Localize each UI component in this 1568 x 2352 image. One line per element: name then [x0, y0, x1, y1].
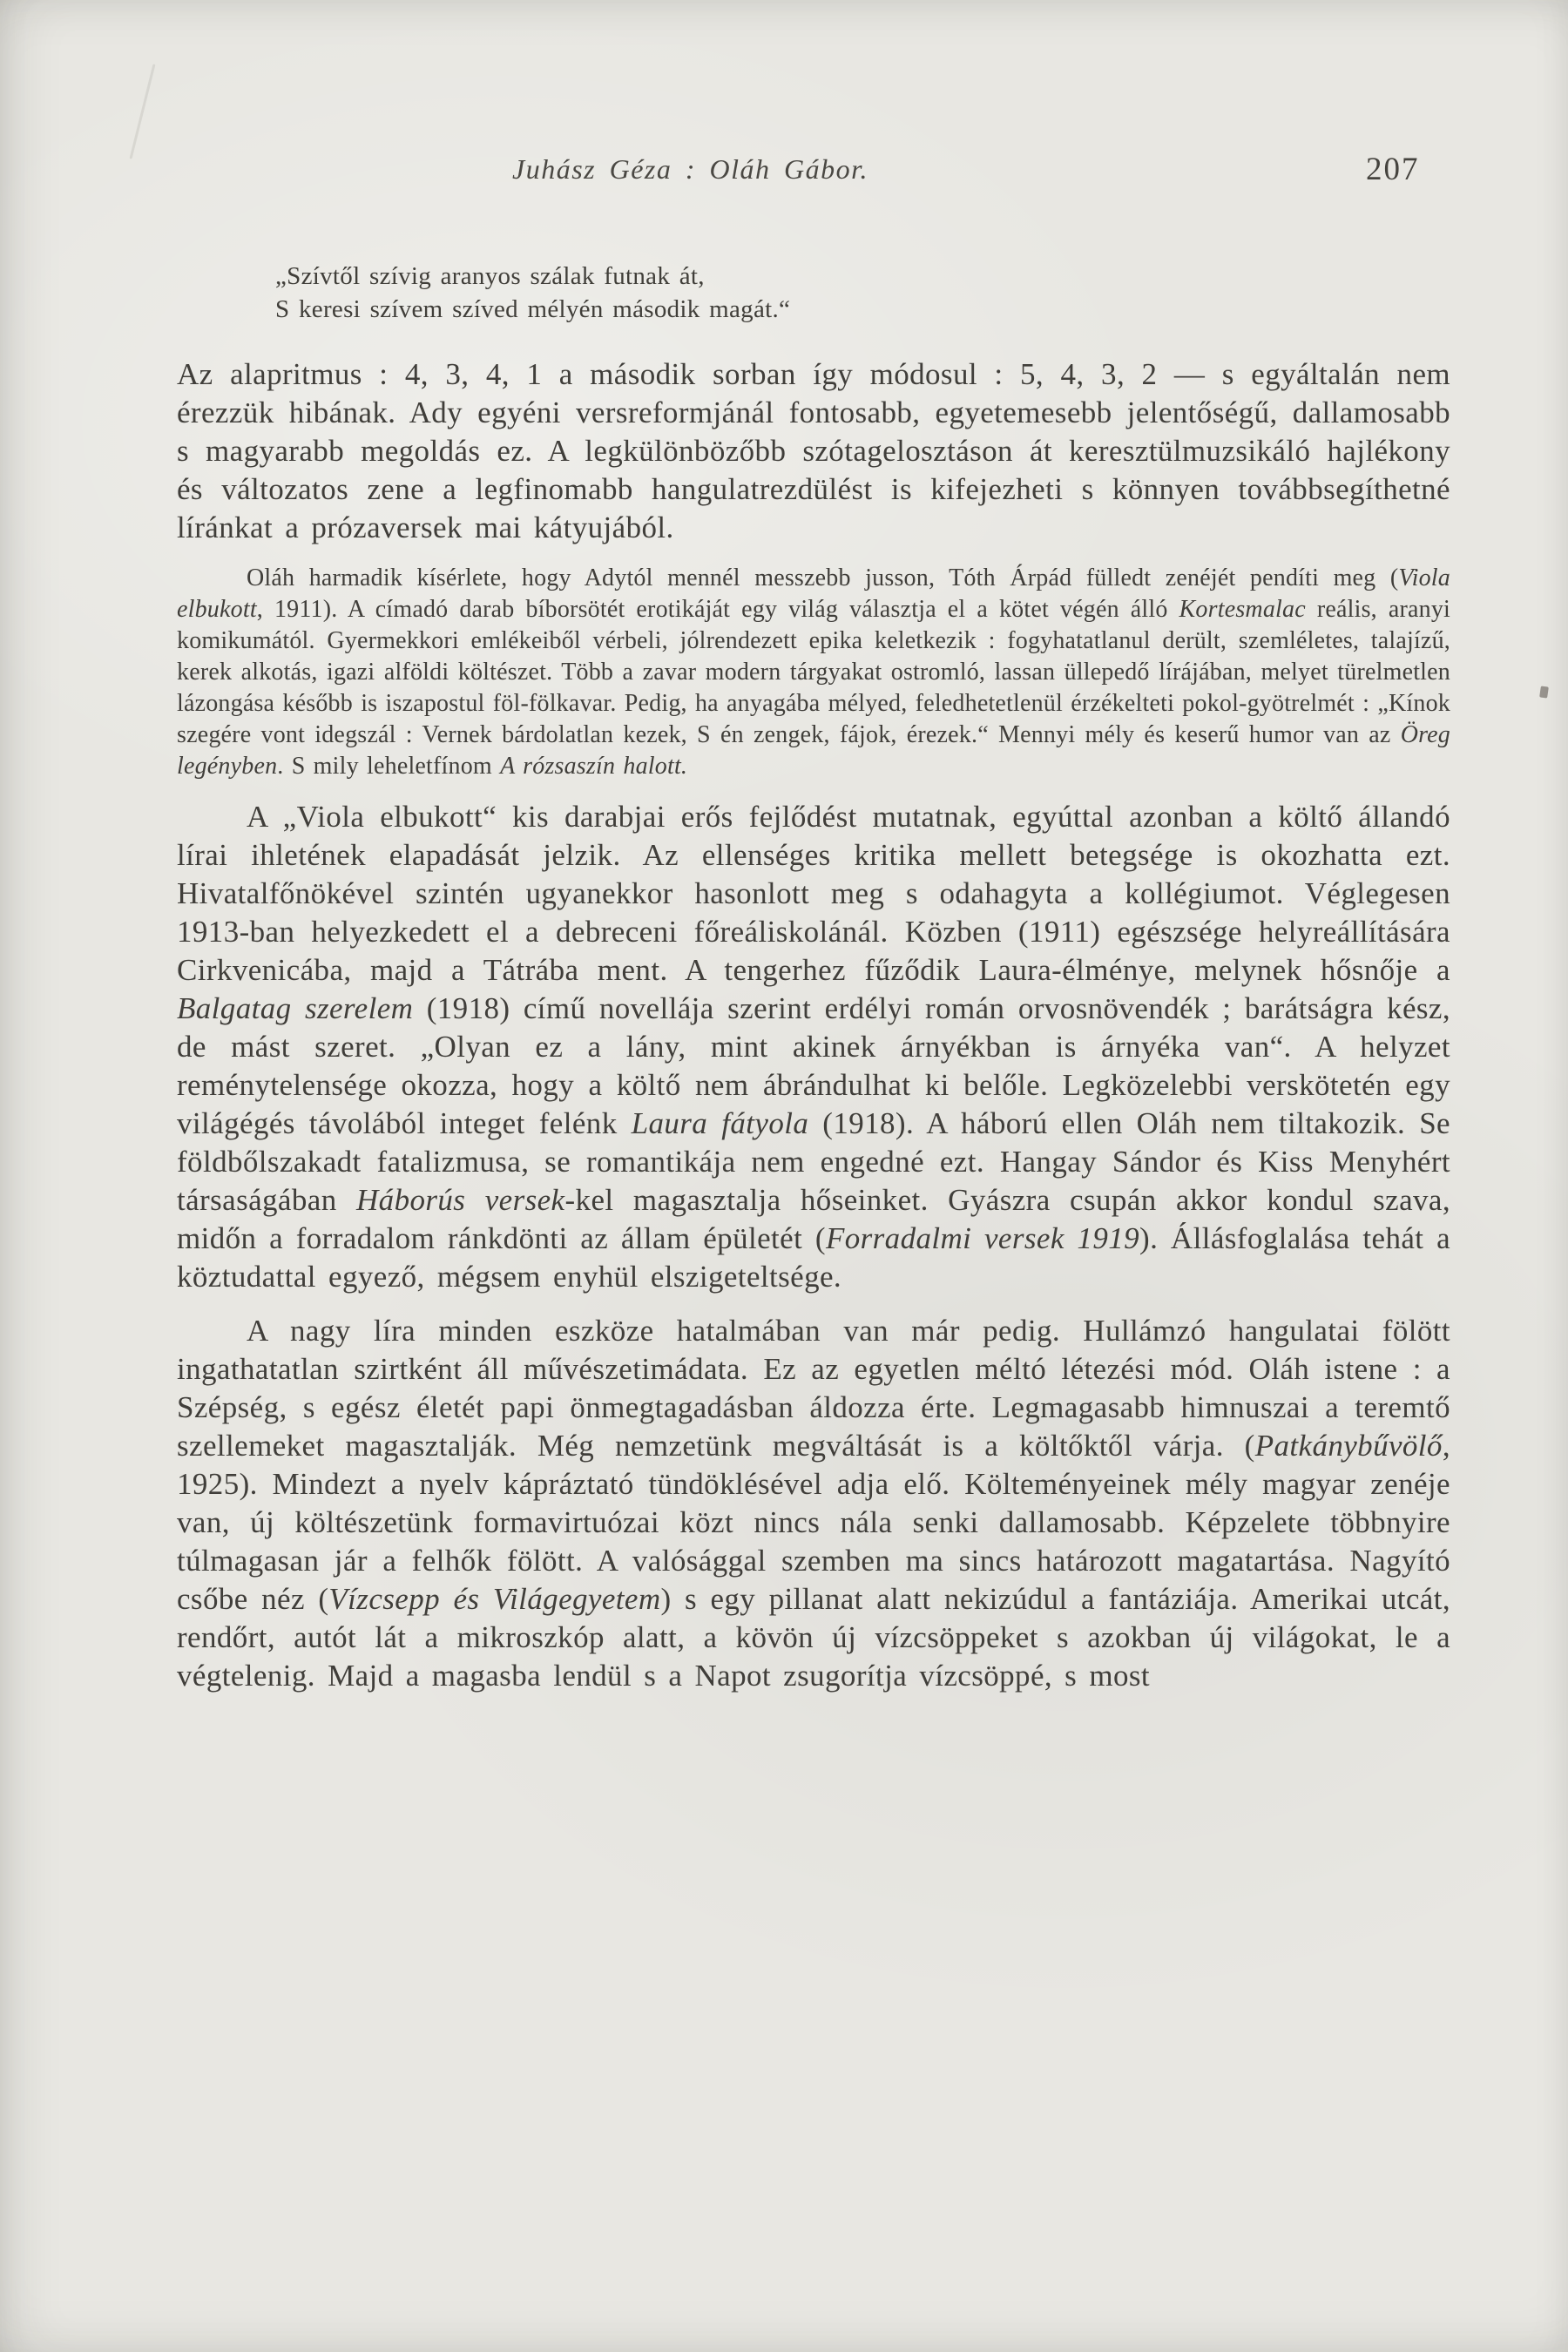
- text-run: A „Viola elbukott“ kis darabjai erős fejlődést mutatnak, egyúttal azonban a költő állandó lírai ihletének elapadását jelzik. Az ellenséges kritika mellett betegsége is okozhatta ezt. Hivatalfőnökével szintén ugyanekkor hasonlott meg s odahagyta a kollégiumot. Véglegesen 1913-ban helyezkedett el a debreceni főreáliskolánál. Közben (1911) egészsége helyreállítására Cirkvenicába, majd a Tátrába ment. A tengerhez fűződik Laura-élménye, melynek hősnője a: [177, 800, 1450, 987]
- italic-run: Öreg legényben: [177, 721, 1450, 780]
- italic-run: Vízcsepp és Világegyetem: [328, 1582, 661, 1616]
- italic-run: Forradalmi versek 1919: [825, 1221, 1140, 1255]
- text-run: A nagy líra minden eszköze hatalmában van már pedig. Hullámzó hangulatai fölött ingathatatlan szirtként áll művészetimádata. Ez az egyetlen méltó létezési mód. Oláh istene : a Szépség, s egész életét papi önmegtagadásban áldozza érte. Legmagasabb himnuszai a teremtő szellemeket magasztalják. Még nemzetünk megváltását is a költőktől várja. (: [177, 1314, 1450, 1463]
- paragraph-2: [177, 563, 1450, 782]
- italic-run: Viola elbukott: [177, 564, 1450, 623]
- italic-run: Patkánybűvölő: [1254, 1429, 1443, 1463]
- paragraph-4: [177, 1312, 1450, 1695]
- text-run: ). Állásfoglalása tehát a köztudattal egyező, mégsem enyhül elszigeteltsége.: [177, 1221, 1451, 1294]
- running-title: Juhász Géza : Oláh Gábor.: [512, 153, 869, 185]
- scan-crease: [129, 64, 155, 159]
- page-number: 207: [1366, 152, 1420, 187]
- text-run: Oláh harmadik kísérlete, hogy Adytól mennél messzebb jusson, Tóth Árpád fülledt zenéjét pendíti meg (: [247, 564, 1399, 591]
- text-run: reális, aranyi komikumától. Gyermekkori emlékeiből vérbeli, jólrendezett epika keletkezik : fogyhatatlanul derült, szemléletes, talajízű, kerek alkotás, igazi alföldi költészet. Több a zavar modern tárgyakat ostromló, lassan üllepedő lírájában, melyet türelmetlen lázongása később is iszapostul föl-fölkavar. Pedig, ha anyagába mélyed, feledhetetlenül érzékelteti pokol-gyötrelmét : „Kínok szegére vont idegszál : Vernek bárdolatlan kezek, S én zengek, fájok, érezek.“ Mennyi mély és keserű humor van az: [177, 596, 1450, 748]
- text-run: . S mily leheletfínom: [277, 753, 501, 780]
- verse-line-1: „Szívtől szívig aranyos szálak futnak át,: [275, 262, 705, 290]
- text-run: , 1925). Mindezt a nyelv kápráztató tündöklésével adja elő. Költeményeinek mély magyar zenéje van, új költészetünk formavirtuózai közt nincs nála senki dallamosabb. Képzelete többnyire túlmagasan jár a felhők fölött. A valósággal szemben ma sincs határozott magatartása. Nagyító csőbe néz (: [177, 1429, 1450, 1616]
- verse-line-2: S keresi szívem szíved mélyén második magát.“: [275, 295, 791, 323]
- text-run: Az alapritmus : 4, 3, 4, 1 a második sorban így módosul : 5, 4, 3, 2 — s egyáltalán nem érezzük hibának. Ady egyéni versreformjánál fontosabb, egyetemesebb jelentőségű, dallamosabb s magyarabb megoldás ez. A legkülönbözőbb szótagelosztáson át keresztülmuzsikáló hajlékony és változatos zene a legfinomabb hangulatrezdülést is kifejezheti s könnyen továbbsegíthetné líránkat a prózaversek mai kátyujából.: [177, 357, 1450, 544]
- verse-quote: [275, 260, 790, 326]
- paragraph-1: [177, 355, 1450, 547]
- paragraph-3: [177, 798, 1450, 1296]
- text-run: (1918) című novellája szerint erdélyi román orvosnövendék ; barátságra kész, de mást szeret. „Olyan ez a lány, mint akinek árnyékban is árnyéka van“. A helyzet reménytelensége okozza, hogy a költő nem ábrándulhat ki belőle. Legközelebbi verskötetén egy világégés távolából integet felénk: [177, 991, 1450, 1140]
- italic-run: Háborús versek: [356, 1183, 565, 1217]
- text-run: ) s egy pillanat alatt nekizúdul a fantáziája. Amerikai utcát, rendőrt, autót lát a mikroszkóp alatt, a kövön új vízcsöppeket s azokban új világokat, le a végtelenig. Majd a magasba lendül s a Napot zsugorítja vízcsöppé, s most: [177, 1582, 1450, 1693]
- italic-run: Kortesmalac: [1179, 596, 1306, 623]
- italic-run: A rózsaszín halott.: [500, 753, 688, 780]
- text-run: , 1911). A címadó darab bíborsötét erotikáját egy világ választja el a kötet végén álló: [256, 596, 1179, 623]
- scan-speck: [1539, 686, 1549, 698]
- italic-run: Laura fátyola: [631, 1106, 809, 1140]
- italic-run: Balgatag szerelem: [177, 991, 414, 1025]
- body-text: [177, 355, 1450, 1695]
- text-run: (1918). A háború ellen Oláh nem tiltakozik. Se földbőlszakadt fatalizmusa, se romantikája nem engedné ezt. Hangay Sándor és Kiss Menyhért társaságában: [177, 1106, 1450, 1217]
- text-run: -kel magasztalja hőseinket. Gyászra csupán akkor kondul szava, midőn a forradalom ránkdönti az állam épületét (: [177, 1183, 1451, 1255]
